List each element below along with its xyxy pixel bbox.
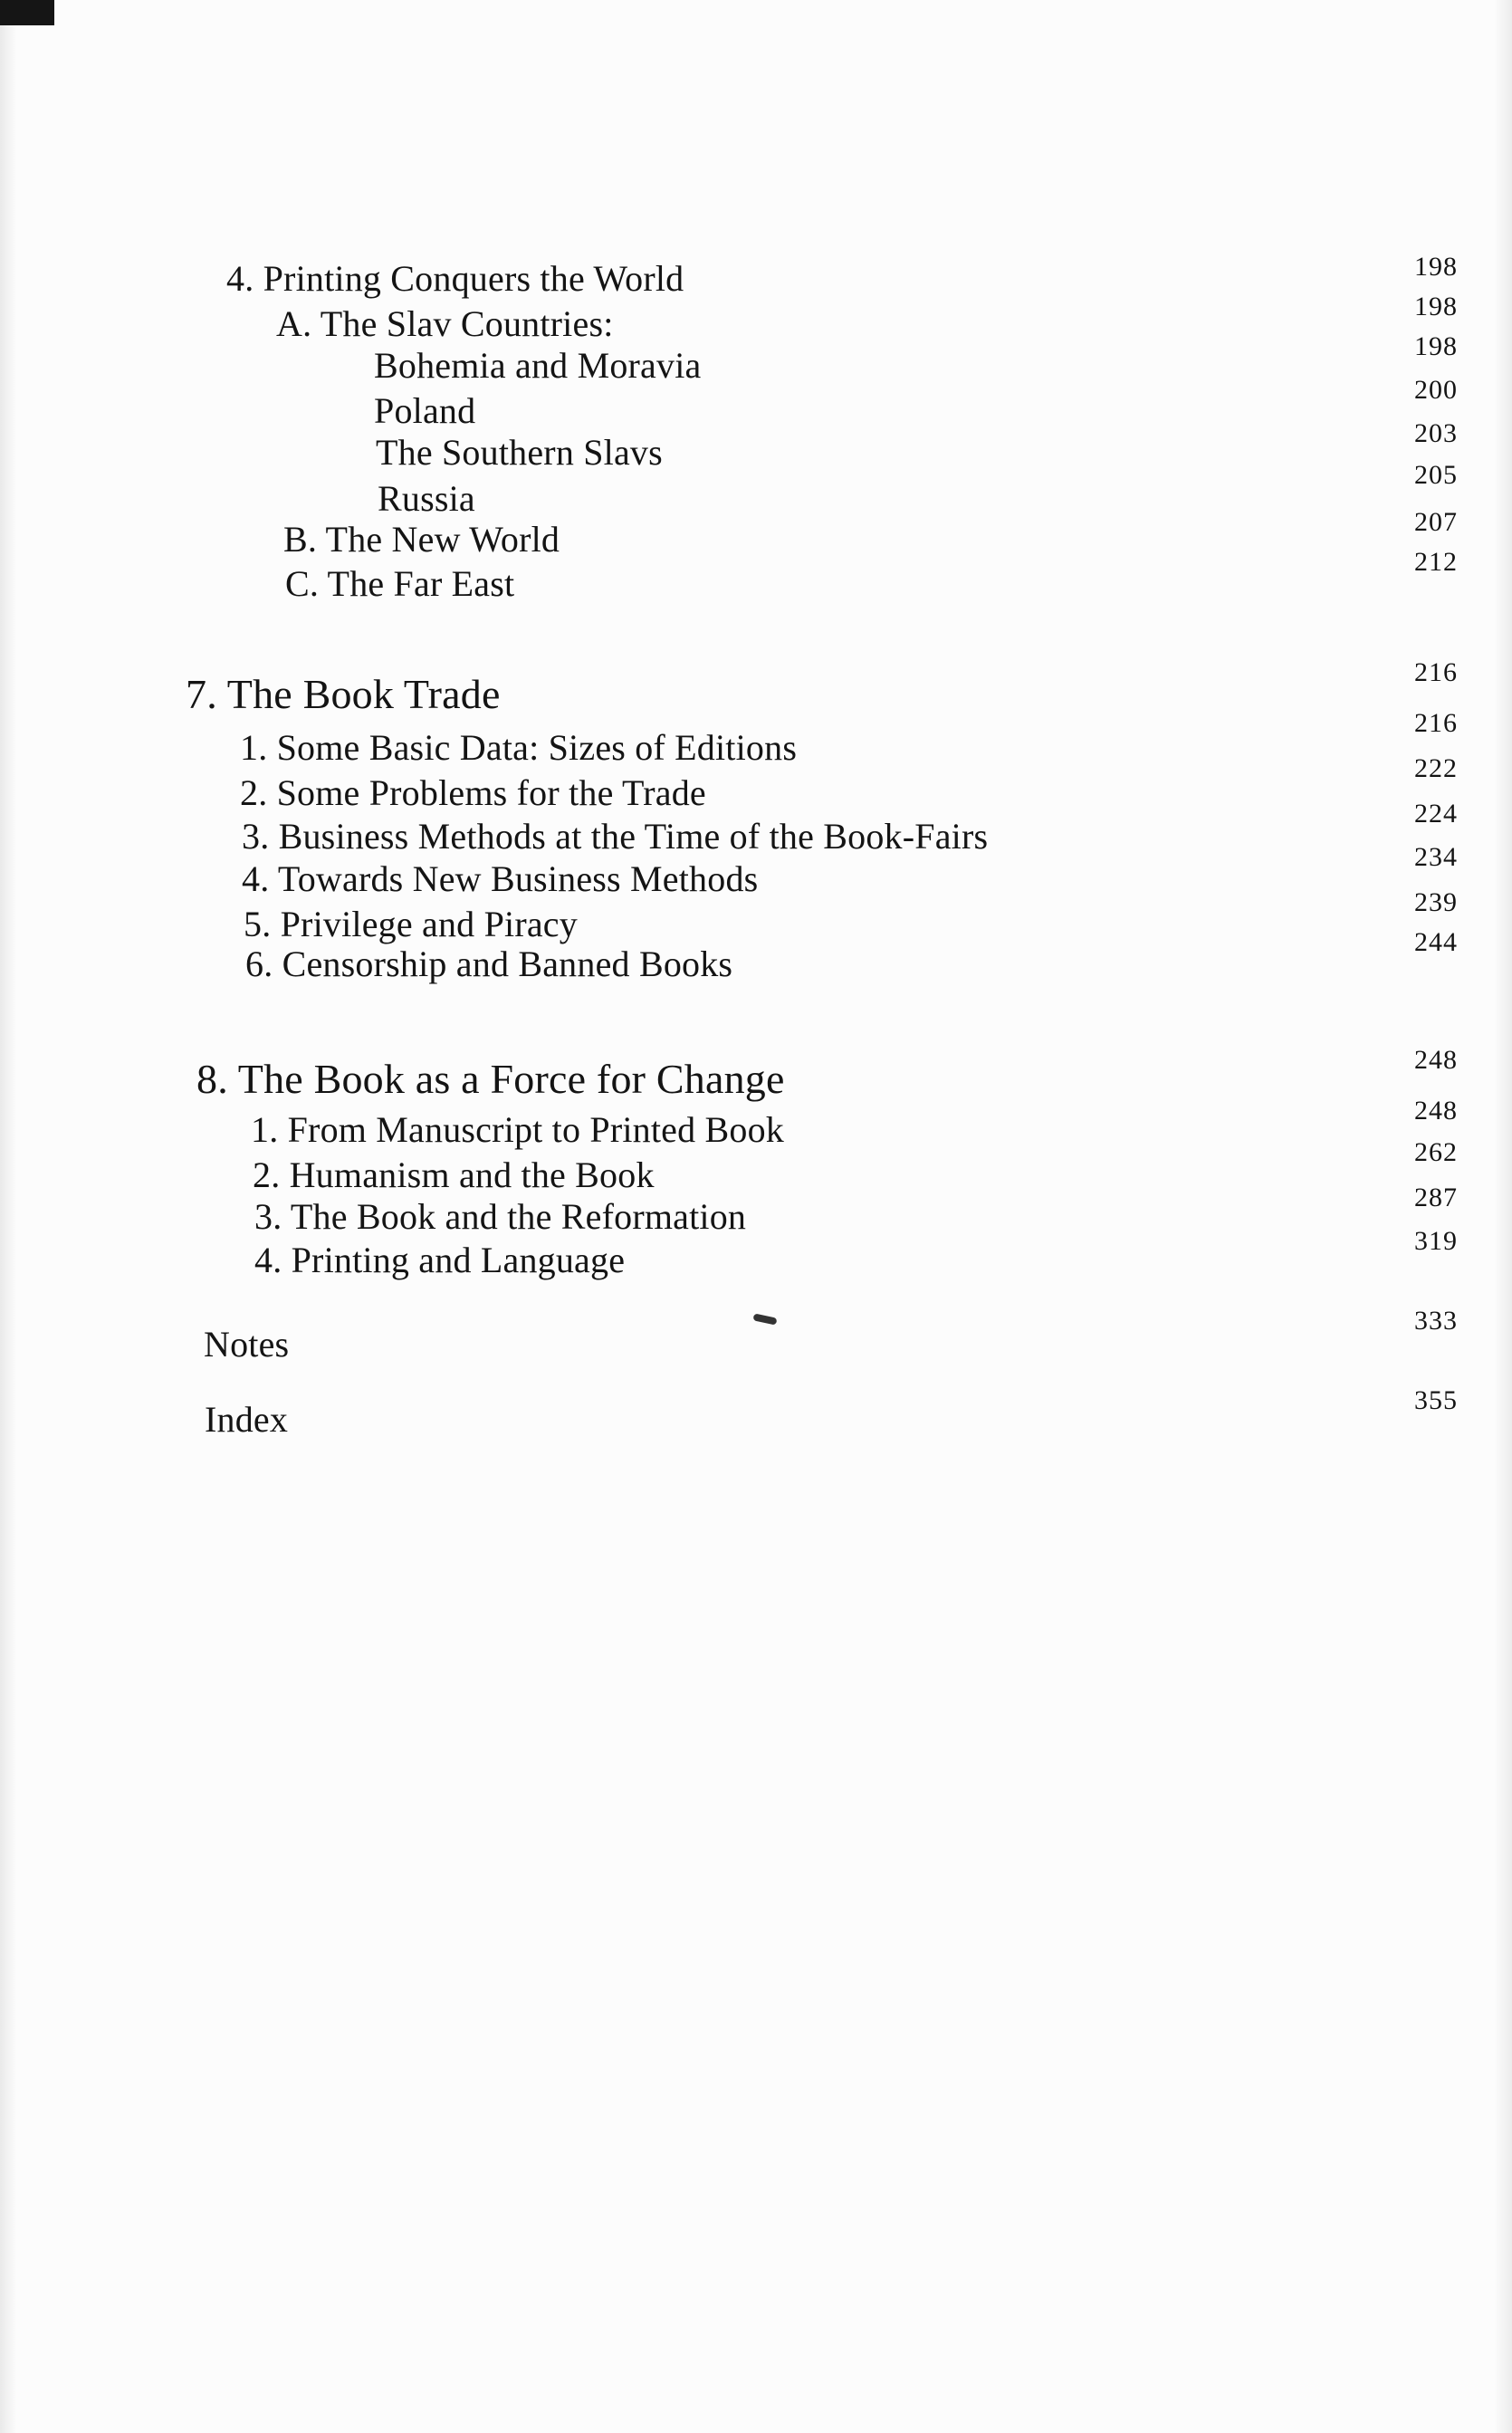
toc-page-slav-countries: 198 (1414, 292, 1458, 321)
toc-page-censorship: 244 (1414, 927, 1458, 957)
toc-chapter-book-trade: 7. The Book Trade (186, 671, 501, 717)
toc-entry-slav-countries: A. The Slav Countries: (276, 303, 614, 344)
toc-entry-manuscript-to-printed: 1. From Manuscript to Printed Book (251, 1109, 785, 1150)
toc-entry-russia: Russia (378, 478, 475, 519)
toc-entry-index: Index (205, 1399, 289, 1440)
toc-page-far-east: 212 (1414, 547, 1458, 577)
toc-entry-notes: Notes (204, 1324, 290, 1365)
toc-entry-humanism: 2. Humanism and the Book (253, 1154, 655, 1195)
toc-entry-southern-slavs: The Southern Slavs (376, 432, 663, 473)
toc-entry-basic-data: 1. Some Basic Data: Sizes of Editions (240, 727, 798, 768)
toc-page-russia: 205 (1414, 460, 1458, 490)
toc-page-new-business-methods: 234 (1414, 842, 1458, 872)
toc-page-force-for-change: 248 (1414, 1045, 1458, 1075)
toc-page-new-world: 207 (1414, 507, 1458, 537)
toc-page-problems-for-trade: 222 (1414, 753, 1458, 783)
toc-page-notes: 333 (1414, 1306, 1458, 1336)
toc-page-bohemia-moravia: 198 (1414, 331, 1458, 361)
toc-page-index: 355 (1414, 1385, 1458, 1415)
toc-entry-problems-for-trade: 2. Some Problems for the Trade (240, 772, 706, 813)
toc-entry-new-business-methods: 4. Towards New Business Methods (242, 858, 759, 899)
toc-entry-poland: Poland (374, 390, 476, 431)
toc-page-poland: 200 (1414, 375, 1458, 405)
toc-entry-printing-conquers-the-world: 4. Printing Conquers the World (226, 258, 684, 299)
page-right-edge (1494, 0, 1512, 2433)
toc-entry-privilege-piracy: 5. Privilege and Piracy (244, 904, 578, 944)
toc-page-privilege-piracy: 239 (1414, 887, 1458, 917)
toc-page-humanism: 262 (1414, 1137, 1458, 1167)
toc-entry-bohemia-moravia: Bohemia and Moravia (374, 345, 702, 386)
toc-page-manuscript-to-printed: 248 (1414, 1096, 1458, 1126)
toc-page-business-methods-book-fairs: 224 (1414, 799, 1458, 829)
toc-entry-printing-language: 4. Printing and Language (254, 1240, 626, 1280)
ink-speck (752, 1313, 777, 1325)
toc-page-printing-conquers-the-world: 198 (1414, 252, 1458, 282)
toc-page-reformation: 287 (1414, 1183, 1458, 1212)
toc-page-basic-data: 216 (1414, 708, 1458, 738)
page-left-edge (0, 0, 16, 2433)
scan-corner-mark (0, 0, 54, 25)
toc-page-book-trade: 216 (1414, 657, 1458, 687)
toc-page-printing-language: 319 (1414, 1226, 1458, 1256)
toc-chapter-force-for-change: 8. The Book as a Force for Change (196, 1056, 785, 1102)
toc-entry-new-world: B. The New World (283, 519, 560, 560)
toc-entry-business-methods-book-fairs: 3. Business Methods at the Time of the Book-Fairs (242, 816, 989, 857)
toc-entry-far-east: C. The Far East (285, 563, 515, 604)
toc-entry-reformation: 3. The Book and the Reformation (254, 1196, 747, 1237)
toc-entry-censorship: 6. Censorship and Banned Books (245, 944, 733, 984)
toc-page-southern-slavs: 203 (1414, 418, 1458, 448)
